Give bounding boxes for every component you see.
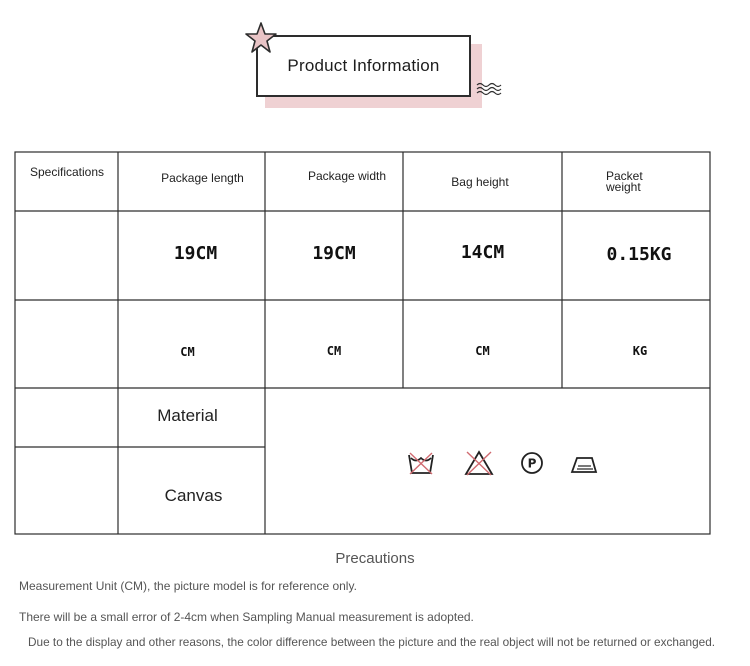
header-label: Package width bbox=[307, 168, 387, 183]
dry-clean-p-icon bbox=[520, 451, 544, 475]
unit-bag-height bbox=[403, 300, 562, 388]
unit-text: CM bbox=[475, 344, 490, 358]
precautions-title: Precautions bbox=[335, 550, 415, 567]
value-text: 14CM bbox=[460, 242, 505, 263]
value-bag-height bbox=[403, 211, 562, 300]
header-label: Package length bbox=[161, 170, 244, 185]
header-label: Bag height bbox=[451, 174, 509, 189]
no-bleach-icon bbox=[463, 449, 495, 477]
value-text: 19CM bbox=[312, 243, 356, 264]
no-wash-icon bbox=[406, 449, 436, 477]
value-text: 19CM bbox=[173, 243, 218, 264]
material-label bbox=[118, 388, 265, 447]
unit-text: KG bbox=[632, 344, 648, 358]
material-value-text: Canvas bbox=[164, 485, 223, 505]
header-cell-specifications bbox=[18, 160, 116, 184]
material-label-text: Material bbox=[157, 405, 218, 425]
material-value bbox=[118, 447, 265, 534]
header-cell-package-length bbox=[120, 163, 285, 193]
precaution-note-1: Measurement Unit (CM), the picture model is for reference only. bbox=[19, 579, 357, 593]
value-packet-weight bbox=[562, 211, 710, 300]
page-title: Product Information bbox=[287, 56, 440, 75]
value-package-length bbox=[118, 211, 265, 300]
care-icons bbox=[406, 449, 596, 479]
value-package-width bbox=[265, 211, 403, 300]
unit-text: CM bbox=[180, 345, 195, 359]
value-text: 0.15KG bbox=[606, 244, 672, 265]
header-cell-packet-weight bbox=[606, 170, 658, 194]
precaution-note-3: Due to the display and other reasons, the color difference between the picture and the real object will not be returned or exchanged. bbox=[28, 635, 716, 649]
unit-package-width bbox=[265, 300, 403, 388]
unit-text: CM bbox=[326, 344, 342, 358]
no-iron-icon bbox=[569, 453, 599, 475]
header-label: Specifications bbox=[29, 164, 105, 179]
unit-package-length bbox=[118, 300, 265, 388]
header-cell-package-width bbox=[267, 162, 427, 190]
header-cell-bag-height bbox=[405, 168, 555, 196]
header-label: Packet weight bbox=[606, 169, 643, 194]
precaution-note-2: There will be a small error of 2-4cm when Sampling Manual measurement is adopted. bbox=[19, 610, 474, 624]
svg-text:P: P bbox=[527, 456, 537, 471]
unit-packet-weight bbox=[562, 300, 710, 388]
